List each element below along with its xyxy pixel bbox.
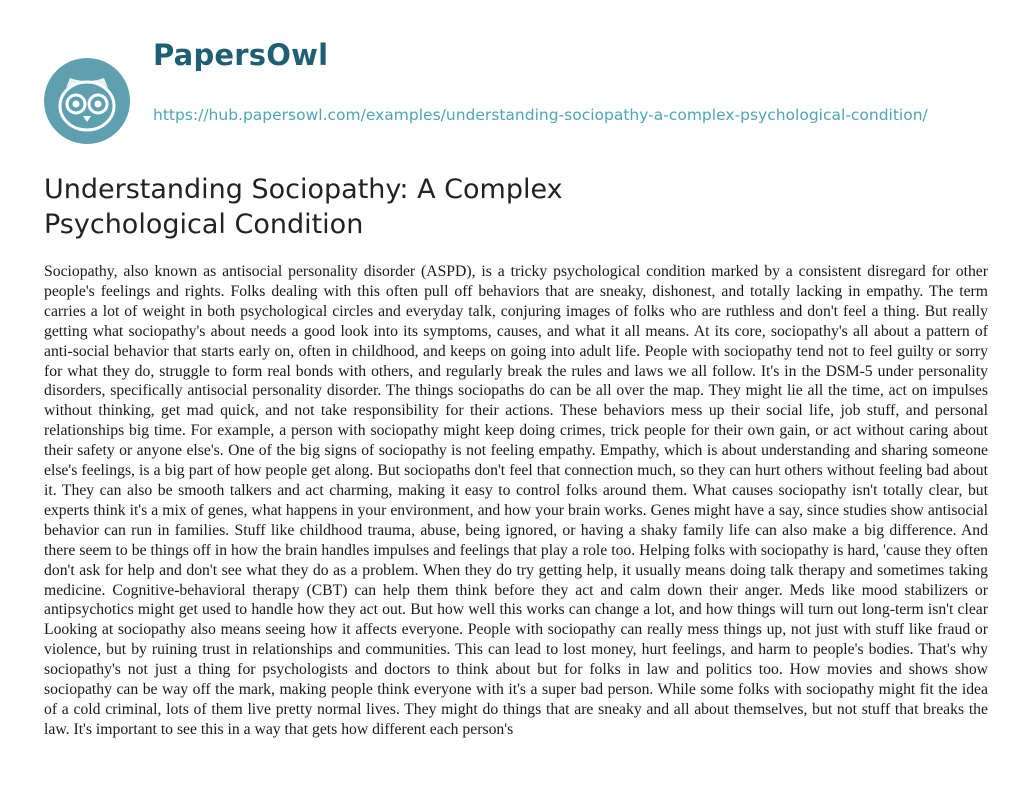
- brand-name[interactable]: PapersOwl: [153, 38, 329, 72]
- source-url-link[interactable]: https://hub.papersowl.com/examples/understanding-sociopathy-a-complex-psychological-condition/: [153, 106, 928, 124]
- article-body: Sociopathy, also known as antisocial personality disorder (ASPD), is a tricky psychological condition marked by a consistent disregard for other people's feelings and rights. Folks dealing with this often pull off behaviors that are sneaky, dishonest, and totally lacking in empathy. The term carries a lot of weight in both psychological circles and everyday talk, conjuring images of folks who are ruthless and don't feel a thing. But really getting what sociopathy's about needs a good look into its symptoms, causes, and what it all means. At its core, sociopathy's all about a pattern of anti-social behavior that starts early on, often in childhood, and keeps on going into adult life. People with sociopathy tend not to feel guilty or sorry for what they do, struggle to form real bonds with others, and regularly break the rules and laws we all follow. It's in the DSM-5 under personality disorders, specifically antisocial personality disorder. The things sociopaths do can be all over the map. They might lie all the time, act on impulses without thinking, get mad quick, and not take responsibility for their actions. These behaviors mess up their social life, job stuff, and personal relationships big time. For example, a person with sociopathy might keep doing crimes, trick people for their own gain, or act without caring about their safety or anyone else's. One of the big signs of sociopathy is not feeling empathy. Empathy, which is about understanding and sharing someone else's feelings, is a big part of how people get along. But sociopaths don't feel that connection much, so they can hurt others without feeling bad about it. They can also be smooth talkers and act charming, making it easy to control folks around them. What causes sociopathy isn't totally clear, but experts think it's a mix of genes, what happens in your environment, and how your brain works. Genes might have a say, since studies show antisocial behavior can run in families. Stuff like childhood trauma, abuse, being ignored, or having a shaky family life can also make a big difference. And there seem to be things off in how the brain handles impulses and feelings that play a role too. Helping folks with sociopathy is hard, 'cause they often don't ask for help and don't see what they do as a problem. When they do try getting help, it usually means doing talk therapy and sometimes taking medicine. Cognitive-behavioral therapy (CBT) can help them think before they act and calm down their anger. Meds like mood stabilizers or antipsychotics might get used to handle how they act out. But how well this works can change a lot, and how things will turn out long-term isn't clear Looking at sociopathy also means seeing how it affects everyone. People with sociopathy can really mess things up, not just with stuff like fraud or violence, but by ruining trust in relationships and communities. This can lead to lost money, hurt feelings, and harm to people's bodies. That's why sociopathy's not just a thing for psychologists and doctors to think about but for folks in law and politics too. How movies and shows show sociopathy can be way off the mark, making people think everyone with it's a super bad person. While some folks with sociopathy might fit the idea of a cold criminal, lots of them live pretty normal lives. They might do things that are sneaky and all about themselves, but not stuff that breaks the law. It's important to see this in a way that gets how different each person's: [44, 263, 988, 738]
- article-title: Understanding Sociopathy: A Complex Psychological Condition: [44, 174, 563, 240]
- owl-logo-icon[interactable]: [44, 58, 130, 144]
- site-header: [44, 38, 984, 150]
